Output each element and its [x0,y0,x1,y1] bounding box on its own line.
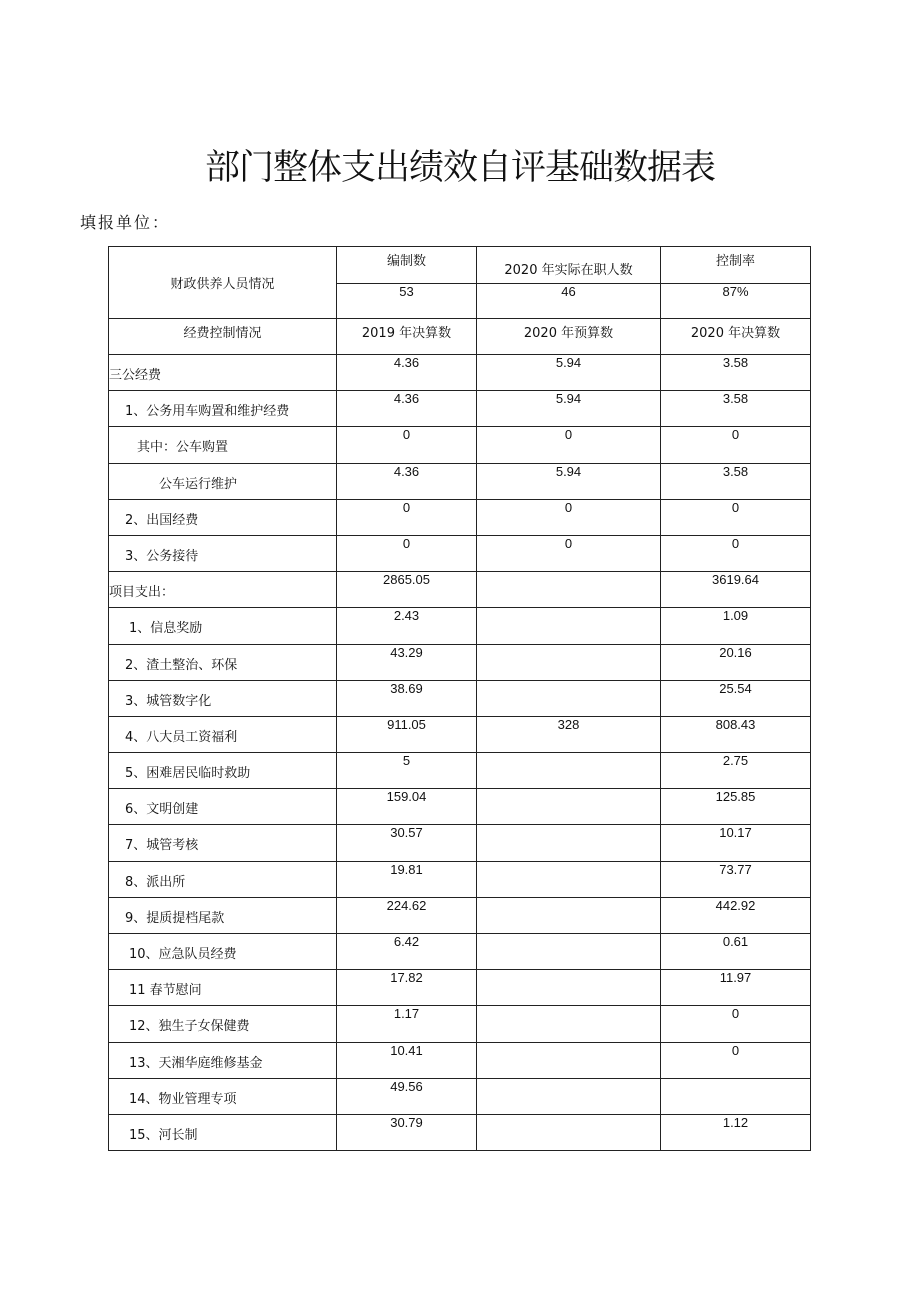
staffing-header-2: 控制率 [661,247,811,284]
table-row [109,1114,811,1150]
row-value-col-3: 0 [661,427,811,463]
expense-header-label: 经费控制情况 [109,319,337,355]
row-value-col-1: 159.04 [337,789,477,825]
table-row [109,970,811,1006]
table-row [109,644,811,680]
staffing-value-0: 53 [337,284,477,319]
row-label-cell [109,572,337,608]
row-label: 公车运行维护 [159,476,238,492]
row-label-cell [109,825,337,861]
row-label-cell [109,1006,337,1042]
staffing-header-0: 编制数 [337,247,477,284]
row-label: 其中：公车购置 [137,440,229,456]
row-label-cell [109,861,337,897]
row-value-col-3: 73.77 [661,861,811,897]
row-label: 6、文明创建 [125,802,199,818]
table-row [109,463,811,499]
row-label-cell [109,427,337,463]
row-value-col-3: 1.12 [661,1114,811,1150]
row-label: 7、城管考核 [125,838,199,854]
row-value-col-3: 442.92 [661,897,811,933]
row-label-cell [109,897,337,933]
row-value-col-2 [477,572,661,608]
row-label-cell [109,716,337,752]
table-row [109,355,811,391]
row-label: 三公经费 [109,368,162,383]
row-value-col-2: 0 [477,427,661,463]
row-value-col-2: 0 [477,535,661,571]
row-label-cell [109,535,337,571]
row-value-col-1: 43.29 [337,644,477,680]
row-value-col-3: 0 [661,1042,811,1078]
expense-header-col-0: 2019 年决算数 [337,319,477,355]
row-label: 10、应急队员经费 [129,947,237,962]
row-value-col-3: 10.17 [661,825,811,861]
row-label-cell [109,463,337,499]
row-value-col-1: 6.42 [337,934,477,970]
staffing-value-1: 46 [477,284,661,319]
row-label-cell [109,970,337,1006]
row-label-cell [109,1114,337,1150]
row-value-col-2: 5.94 [477,463,661,499]
row-value-col-2 [477,608,661,644]
row-label-cell [109,1042,337,1078]
table-row [109,499,811,535]
table-row [109,1078,811,1114]
row-value-col-1: 1.17 [337,1006,477,1042]
row-value-col-2 [477,789,661,825]
row-value-col-3: 0 [661,535,811,571]
row-value-col-1: 0 [337,499,477,535]
row-value-col-2 [477,680,661,716]
row-label: 1、信息奖励 [129,621,203,637]
row-value-col-1: 10.41 [337,1042,477,1078]
table-row [109,934,811,970]
expense-header-col-1: 2020 年预算数 [477,319,661,355]
row-value-col-2 [477,1042,661,1078]
row-value-col-3: 808.43 [661,716,811,752]
row-label-cell [109,789,337,825]
row-value-col-3: 0.61 [661,934,811,970]
row-value-col-2: 5.94 [477,355,661,391]
row-value-col-2 [477,970,661,1006]
row-value-col-3: 2.75 [661,753,811,789]
row-label: 13、天湘华庭维修基金 [129,1055,263,1071]
page-title: 部门整体支出绩效自评基础数据表 [204,148,715,188]
row-label-cell [109,1078,337,1114]
row-value-col-3: 20.16 [661,644,811,680]
row-label: 4、八大员工资福利 [125,729,238,745]
table-row [109,572,811,608]
row-label-cell [109,608,337,644]
table-row [109,391,811,427]
staffing-label: 财政供养人员情况 [170,277,275,292]
row-value-col-2 [477,1006,661,1042]
row-value-col-1: 224.62 [337,897,477,933]
row-value-col-2 [477,934,661,970]
staffing-header-1: 2020 年实际在职人数 [477,247,661,284]
expense-header-col-2: 2020 年决算数 [661,319,811,355]
row-label-cell [109,644,337,680]
row-value-col-3 [661,1078,811,1114]
row-value-col-3: 125.85 [661,789,811,825]
row-value-col-3: 0 [661,1006,811,1042]
row-value-col-1: 17.82 [337,970,477,1006]
table-row [109,1042,811,1078]
row-label-cell [109,499,337,535]
row-label-cell [109,753,337,789]
table-row [109,753,811,789]
table-row [109,535,811,571]
row-label: 2、渣土整治、环保 [125,657,238,673]
row-value-col-2: 328 [477,716,661,752]
staffing-label-cell [109,247,337,319]
table-row [109,861,811,897]
row-value-col-3: 25.54 [661,680,811,716]
row-label: 3、城管数字化 [125,693,212,709]
row-label-cell [109,355,337,391]
table-row [109,608,811,644]
budget-table [108,246,811,1151]
table-row [109,680,811,716]
row-value-col-2 [477,897,661,933]
row-value-col-1: 5 [337,753,477,789]
row-label: 15、河长制 [129,1127,198,1143]
row-value-col-1: 4.36 [337,355,477,391]
row-value-col-3: 0 [661,499,811,535]
row-value-col-2 [477,861,661,897]
row-value-col-3: 3.58 [661,355,811,391]
table-row [109,1006,811,1042]
row-label-cell [109,680,337,716]
row-value-col-1: 30.57 [337,825,477,861]
staffing-value-2: 87% [661,284,811,319]
row-label: 9、提质提档尾款 [125,910,225,926]
row-value-col-2 [477,825,661,861]
row-label: 11 春节慰问 [129,983,202,999]
row-label-cell [109,391,337,427]
row-value-col-2 [477,644,661,680]
row-value-col-2 [477,1078,661,1114]
row-value-col-1: 30.79 [337,1114,477,1150]
row-value-col-1: 911.05 [337,716,477,752]
row-label: 项目支出： [109,585,175,601]
table-row [109,716,811,752]
row-value-col-1: 0 [337,427,477,463]
row-value-col-1: 2865.05 [337,572,477,608]
table-row [109,427,811,463]
fill-unit-label: 填报单位： [80,213,171,232]
row-label: 8、派出所 [125,874,186,890]
row-value-col-1: 4.36 [337,391,477,427]
row-value-col-2: 5.94 [477,391,661,427]
row-label-cell [109,934,337,970]
table-row [109,825,811,861]
row-value-col-3: 1.09 [661,608,811,644]
row-value-col-3: 3.58 [661,391,811,427]
row-value-col-3: 11.97 [661,970,811,1006]
row-value-col-2 [477,1114,661,1150]
row-value-col-1: 0 [337,535,477,571]
row-label: 2、出国经费 [125,512,199,528]
row-label: 3、公务接待 [125,548,199,564]
row-value-col-2 [477,753,661,789]
table-row [109,789,811,825]
row-label: 5、困难居民临时救助 [125,766,251,782]
row-value-col-1: 49.56 [337,1078,477,1114]
row-label: 12、独生子女保健费 [129,1019,250,1035]
row-label: 14、物业管理专项 [129,1091,237,1107]
table-row [109,897,811,933]
row-value-col-2: 0 [477,499,661,535]
row-value-col-3: 3.58 [661,463,811,499]
row-value-col-3: 3619.64 [661,572,811,608]
row-value-col-1: 2.43 [337,608,477,644]
row-value-col-1: 4.36 [337,463,477,499]
row-value-col-1: 19.81 [337,861,477,897]
row-value-col-1: 38.69 [337,680,477,716]
row-label: 1、公务用车购置和维护经费 [125,404,290,420]
